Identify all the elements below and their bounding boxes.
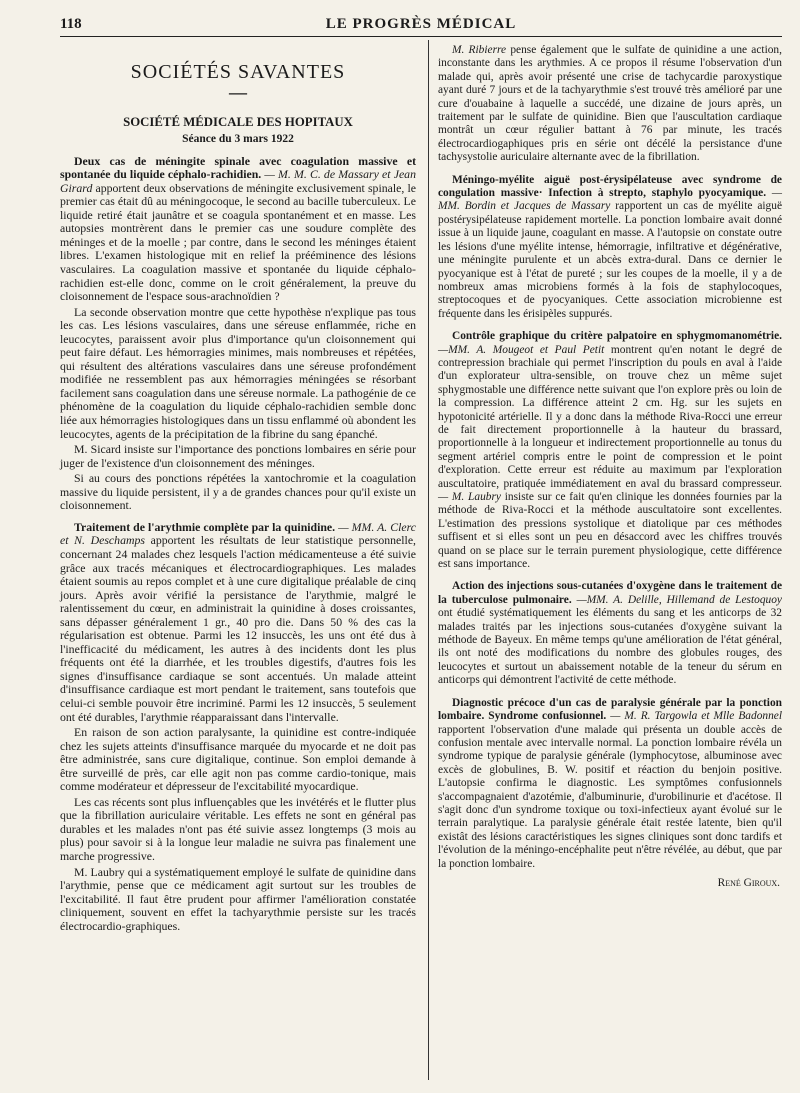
- article-meningite: [60, 155, 416, 304]
- article-paralysie: [438, 697, 782, 871]
- article-authors: — MM. Bordin et Jacques de Massary: [438, 187, 782, 213]
- left-column: [60, 44, 416, 933]
- article-title: Action des injections sous-cutanées d'oxygène dans le traitement de la tuberculose pulmonaire.: [438, 580, 782, 606]
- article-title: Diagnostic précoce d'un cas de paralysie générale par la ponction lombaire. Syndrome confusionnel.: [438, 696, 782, 723]
- article-myelite: [438, 174, 782, 321]
- society-name: SOCIÉTÉ MÉDICALE DES HOPITAUX: [123, 114, 353, 129]
- article-text: rapportent un cas de myélite aiguë postérysipélateuse rapidement mortelle. La ponction lombaire avait donné issue à un liquide jaune, coagulant en masse. A l'autopsie on constate outre les lésions d'une myélite intense, hémorragie, infiltrative et dégénérative, une méningite purulente et un abcès extra-dural. Dans ce dernier le pyocyanique est à l'état de pureté ; sur les coupes de la moelle, il y a de nombreux amas microbiens formés à la fois de staphylocoques, streptocoques et de pyocyaniques. Cette association microbienne est fréquente dans les érisipèles suppurés.: [438, 200, 782, 320]
- paragraph: [60, 866, 416, 934]
- right-column: [438, 44, 782, 890]
- article-text: apportent deux observations de méningite exclusivement spinale, le premier cas était dû au méningocoque, le second au bacille tuberculeux. Le liquide retiré était jaunâtre et se coagula spontanément et en masse. Les autopsies montrèrent dans le premier cas une soudure complète des méninges et de la moelle ; par contre, dans le second les méninges étaient libres. L'examen histologique mit en relief la prééminence des lésions vasculaires. La coagulation massive et spontanée du liquide céphalo-rachidien est-elle donc, comme on le croit généralement, la preuve du cloisonnement de l'espace sous-arachnoïdien ?: [60, 180, 416, 304]
- page-header: [60, 14, 782, 37]
- paragraph: La seconde observation montre que cette hypothèse n'explique pas tous les cas. Les lésions vasculaires, dans une séreuse enflammée, riche en leucocytes, paraissent avoir plus d'importance qu'un cloisonnement qui peut faire défaut. Les hémorragies minimes, mais nombreuses et répétées, qui résultent des altérations vasculaires dans une séreuse profondément modifiée ne ressemblent pas aux hémorragies méningées se résorbant facilement sans coagulation dans une séreuse normale. La pathogénie de ce phénomène de la coagulation du liquide céphalo-rachidien semble donc liée aux hémorragies histologiques dans un tissu enflammé où abondent les leucocytes, agents de la précipitation de la fibrine du sang épanché.: [60, 304, 416, 441]
- article-title: Contrôle graphique du critère palpatoire en sphygmomanométrie.: [452, 330, 782, 343]
- column-divider: [428, 40, 429, 1080]
- page-number: 118: [60, 16, 82, 32]
- article-title: Méningo-myélite aiguë post-érysipélateuse avec syndrome de congulation massive· Infection à strepto, staphylo pyocyamique.: [438, 173, 782, 200]
- session-date: Séance du 3 mars 1922: [182, 133, 294, 146]
- paragraph: Les cas récents sont plus influençables que les invétérés et le flutter plus que la fibrillation auriculaire véritable. Les effets ne sont en général pas durables et les malades n'ont pas été suivie assez longtemps (3 mois au plus) pour savoir si à la longue leur maladie ne suivra pas finalement une marche progressive.: [60, 794, 416, 863]
- paragraph-text: insiste sur l'importance des ponctions lombaires en série pour juger de l'existence d'un cloisonnement des méninges.: [60, 442, 417, 470]
- speaker-name: M. Ribierre: [452, 44, 507, 56]
- article-text: insiste sur ce fait qu'en clinique les données fournies par la méthode de Riva-Rocci et la méthode auscultatoire sont excellentes. L'estimation des pressions systolique et diatolique par ces méthodes suffisent et si elles sont un peu en désaccord avec les chiffres trouvés quand on se place sur le terrain purement physiologique, cette différence est sans importance.: [438, 491, 782, 571]
- article-title: Traitement de l'arythmie complète par la quinidine.: [74, 519, 336, 534]
- article-text: rapportent l'observation d'une malade qui présenta un double accès de confusion mentale avec intervalle normal. La ponction lombaire révéla un syndrome typique de paralysie générale (lymphocytose, albuminose avec excès de globulines, B. W. positif et réaction du benjoin positive. L'autopsie confirma le diagnostic. Les symptômes confusionnels s'accompagnaient d'azotémie, d'albuminurie, d'urobilinurie et d'acétose. Il s'agit donc d'un syndrome toxique ou toxi-infectieux ayant évolué sur le terrain paralytique. La paralysie générale était restée latente, bien qu'il existât des lésions caractéristiques les signes cliniques sont donc tardifs et l'évolution de la méningo-encéphalite peut n'être révélée, au début, que par la ponction lombaire.: [438, 723, 782, 870]
- paragraph: [60, 443, 416, 470]
- paragraph: Si au cours des ponctions répétées la xantochromie et la coagulation massive du liquide persistent, il y a de grandes chances pour qu'il existe un cloisonnement.: [60, 471, 416, 513]
- journal-title: LE PROGRÈS MÉDICAL: [325, 16, 517, 32]
- article-authors: —MM. A. Delille, Hillemand de Lestoquoy: [576, 593, 782, 606]
- article-text: ont étudié systématiquement les éléments du sang et les anticorps de 32 malades traités par les injections sous-cutanées d'oxygène suivant la méthode de Bayeux. En même temps qu'une amélioration de l'état général, ils ont noté des modifications du nombre des globules rouges, des leucocytes et surtout un abaissement notable de la teneur du sérum en anticorps qui démontrent l'activité de cette méthode.: [438, 607, 782, 687]
- article-authors: — MM. A. Clerc et N. Deschamps: [60, 519, 417, 548]
- article-authors: — M. R. Targowla et Mlle Badonnel: [610, 710, 782, 723]
- speaker-name: M. Laubry: [74, 864, 125, 879]
- paragraph-text: qui a systématiquement employé le sulfate de quinidine dans l'arythmie, pense que ce médicament agit surtout sur les troubles de l'excitabilité. Il faut être prudent pour affirmer l'amélioration constatée cliniquement, souvent en effet la tachyarythmie persiste sur les tracés électrocardio-graphiques.: [60, 864, 416, 933]
- section-title: SOCIÉTÉS SAVANTES: [130, 61, 346, 83]
- article-quinidine: [60, 521, 416, 724]
- article-oxygene: [438, 580, 782, 687]
- article-title: Deux cas de méningite spinale avec coagulation massive et spontanée du liquide céphalo-rachidien.: [60, 153, 416, 182]
- author-signature: René Giroux.: [717, 876, 780, 889]
- article-text: montrent qu'en notant le degré de contrepression brachiale qui permet l'inscription du pouls en aval à l'aide d'un explorateur ultra-sensible, on trouve chez un même sujet sphygmostable une différence nette suivant que l'on explore près ou loin de la compression. La différence atteint 2 cm. Hg. sur les sujets en hypotonicité artérielle. Il y a donc dans la méthode Riva-Rocci une erreur de fait directement proportionnelle à la hauteur du brassard, proportionnelle à la longueur et indirectement proportionnelle au tonus du segment artériel compris entre le point de compression et le point d'exploration. Cette erreur est réduite au maximum par l'exploration auscultatoire, pratiquée immédiatement en aval du brassard compresseur.: [438, 343, 782, 490]
- speaker-name: — M. Laubry: [438, 491, 501, 503]
- paragraph-text: pense également que le sulfate de quinidine a une action, inconstante dans les arythmies. A ce propos il résume l'observation d'un malade qui, après avoir présenté une crise de tachycardie paroxystique ayant duré 7 jours et de la tachyarythmie s'est trouvé très amélioré par une cure d'ouabaine à laquelle a succédé, une dizaine de jours après, un traitement par le sulfate de quinidine. Bien que l'auscultation cardiaque montrât un cœur régulier battant à 76 par minute, les tracés électrocardiogaphiques pris en série ont décélé la persistance d'une tachysystolie auriculaire alternante avec de la fibrillation.: [438, 44, 782, 164]
- speaker-name: M. Sicard: [74, 442, 121, 457]
- article-authors: —MM. A. Mougeot et Paul Petit: [438, 343, 605, 356]
- article-authors: — M. M. C. de Massary et Jean Girard: [60, 167, 416, 195]
- paragraph: [438, 44, 782, 165]
- article-text: apportent les résultats de leur statistique personnelle, concernant 24 malades chez lesquels l'action médicamenteuse a été suivie grâce aux tracés mécaniques et électrocardiographiques. Les malades étaient soumis au repos complet et à une cure digitalique préalable de cinq jours. Après avoir vérifié la persistance de l'arythmie, malgré le ralentissement du cœur, en administrait la quinidine à doses croissantes, sans dépasser généralement 1 gr., 40 pro die. Dans 50 % des cas la régularisation est obtenue. Parmi les 12 insuccès, les uns ont été dus à l'inefficacité du médicament, les autres à des incidents dont les plus fréquents ont été la diarrhée, et les troubles digestifs, d'autres fois les signes d'insuffisance cardiaque se sont accentués. Un malade atteint d'insuffisance cardiaque est mort pendant le traitement, sans toutefois que celui-ci semble pouvoir être incriminé. Parmi les 12 insuccès, 5 seulement ont été durables, l'arythmie réapparaissant dans l'intervalle.: [60, 533, 416, 724]
- section-dash: —: [229, 81, 247, 102]
- article-sphygmomanometrie: [438, 330, 782, 571]
- paragraph: En raison de son action paralysante, la quinidine est contre-indiquée chez les sujets atteints d'insuffisance marquée du myocarde et ne doit pas être administrée, sans cure digitalique, continue. Son emploi demande à être surveillé de près, car elle agit non pas comme cardio-tonique, mais comme modérateur et dépresseur de l'excitabilité myocardique.: [60, 725, 416, 794]
